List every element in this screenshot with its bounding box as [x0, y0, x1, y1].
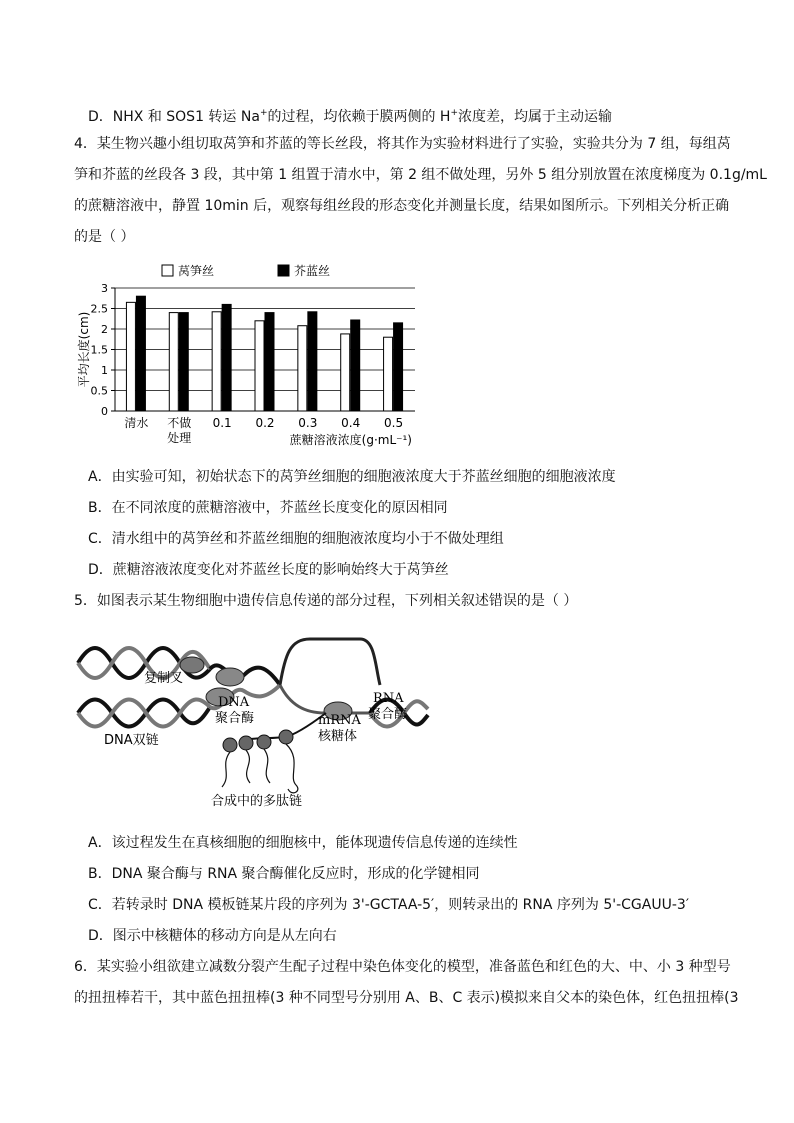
x-tick-label-1-1: 处理 [167, 431, 192, 445]
y-tick-label-2: 1 [101, 364, 108, 377]
q4-stem-line-4: 的是（ ） [74, 229, 135, 245]
x-tick-label-5-0: 0.4 [341, 416, 361, 430]
bar-1-6 [394, 323, 403, 411]
label-dna-polymerase-1: DNA [218, 695, 250, 710]
q4-stem-line-3: 的蔗糖溶液中，静置 10min 后，观察每组丝段的形态变化并测量长度，结果如图所示。下列相关分析正确 [74, 198, 730, 214]
q4-option-d: D．蔗糖溶液浓度变化对芥蓝丝长度的影响始终大于莴笋丝 [88, 562, 449, 578]
y-tick-label-4: 2 [101, 323, 108, 336]
q5-option-d: D．图示中核糖体的移动方向是从左向右 [88, 928, 337, 944]
bar-0-3 [255, 321, 264, 411]
legend-label-1: 芥蓝丝 [294, 264, 331, 278]
bar-1-1 [179, 313, 188, 411]
lower-left-dna-helix [78, 699, 210, 726]
q6-stem-line-2: 的扭扭棒若干，其中蓝色扭扭棒(3 种不同型号分别用 A、B、C 表示)模拟来自父本的染色体，红色扭扭棒(3 [74, 990, 739, 1006]
label-mrna: mRNA [318, 713, 361, 728]
q4-option-a: A．由实验可知，初始状态下的莴笋丝细胞的细胞液浓度大于芥蓝丝细胞的细胞液浓度 [88, 469, 616, 485]
y-tick-label-6: 3 [101, 282, 108, 295]
ribosome-icons [223, 730, 293, 752]
bar-0-4 [298, 326, 307, 411]
label-polypeptide: 合成中的多肽链 [211, 794, 303, 809]
q5-option-c: C．若转录时 DNA 模板链某片段的序列为 3'-GCTAA-5′，则转录出的 RNA 序列为 5'-CGAUU-3′ [88, 897, 689, 913]
label-ribosome: 核糖体 [318, 729, 358, 744]
label-dna-double-strand: DNA双链 [104, 733, 159, 748]
q4-option-b: B．在不同浓度的蔗糖溶液中，芥蓝丝长度变化的原因相同 [88, 500, 448, 516]
x-tick-label-3-0: 0.2 [255, 416, 275, 430]
bar-1-3 [265, 313, 274, 411]
q3-option-d: D．NHX 和 SOS1 转运 Na+的过程，均依赖于膜两侧的 H+浓度差，均属于主动运输 [88, 108, 613, 125]
y-axis-title: 平均长度(cm) [77, 311, 91, 388]
x-tick-label-1-0: 不做 [167, 416, 192, 430]
x-tick-label-4-0: 0.3 [298, 416, 318, 430]
q6-stem-line-1: 6．某实验小组欲建立减数分裂产生配子过程中染色体变化的模型，准备蓝色和红色的大、中、小 3 种型号 [74, 959, 731, 975]
legend-swatch-1 [278, 265, 289, 276]
fork-enzyme-icon [180, 657, 204, 673]
replication-transcription-diagram [70, 625, 430, 815]
label-dna-polymerase-2: 聚合酶 [215, 711, 255, 726]
x-tick-label-2-0: 0.1 [212, 416, 232, 430]
label-rna-polymerase-1: RNA [373, 691, 404, 706]
legend-swatch-0 [162, 265, 173, 276]
transcription-bubble [280, 639, 380, 685]
dna-polymerase-upper-icon [216, 668, 244, 686]
legend-label-0: 莴笋丝 [178, 264, 215, 278]
x-tick-label-0-0: 清水 [124, 416, 149, 430]
x-tick-label-6-0: 0.5 [384, 416, 404, 430]
bar-1-4 [308, 312, 317, 411]
bar-0-0 [126, 302, 135, 411]
bar-0-1 [169, 313, 178, 411]
bar-1-0 [136, 296, 145, 411]
bar-1-2 [222, 304, 231, 411]
bar-0-6 [384, 337, 393, 411]
q5-option-a: A．该过程发生在真核细胞的细胞核中，能体现遗传信息传递的连续性 [88, 835, 518, 851]
y-tick-label-0: 0 [101, 405, 108, 418]
y-tick-label-5: 2.5 [90, 302, 108, 316]
y-tick-label-3: 1.5 [90, 343, 108, 357]
q5-option-b: B．DNA 聚合酶与 RNA 聚合酶催化反应时，形成的化学键相同 [88, 866, 480, 882]
x-axis-title: 蔗糖溶液浓度(g·mL⁻¹) [289, 433, 412, 447]
label-replication-fork: 复制叉 [144, 671, 184, 686]
bar-0-5 [341, 334, 350, 411]
length-bar-chart [70, 255, 430, 450]
q5-stem: 5．如图表示某生物细胞中遗传信息传递的部分过程，下列相关叙述错误的是（ ） [74, 593, 578, 609]
label-rna-polymerase-2: 聚合酶 [368, 707, 408, 722]
bar-0-2 [212, 312, 221, 411]
y-tick-label-1: 0.5 [90, 384, 108, 398]
bar-1-5 [351, 320, 360, 411]
q4-stem-line-1: 4．某生物兴趣小组切取莴笋和芥蓝的等长丝段，将其作为实验材料进行了实验，实验共分为 7 组，每组莴 [74, 136, 731, 152]
q4-option-c: C．清水组中的莴笋丝和芥蓝丝细胞的细胞液浓度均小于不做处理组 [88, 531, 504, 547]
q4-stem-line-2: 笋和芥蓝的丝段各 3 段，其中第 1 组置于清水中，第 2 组不做处理，另外 5 组分别放置在浓度梯度为 0.1g/mL [74, 167, 767, 183]
